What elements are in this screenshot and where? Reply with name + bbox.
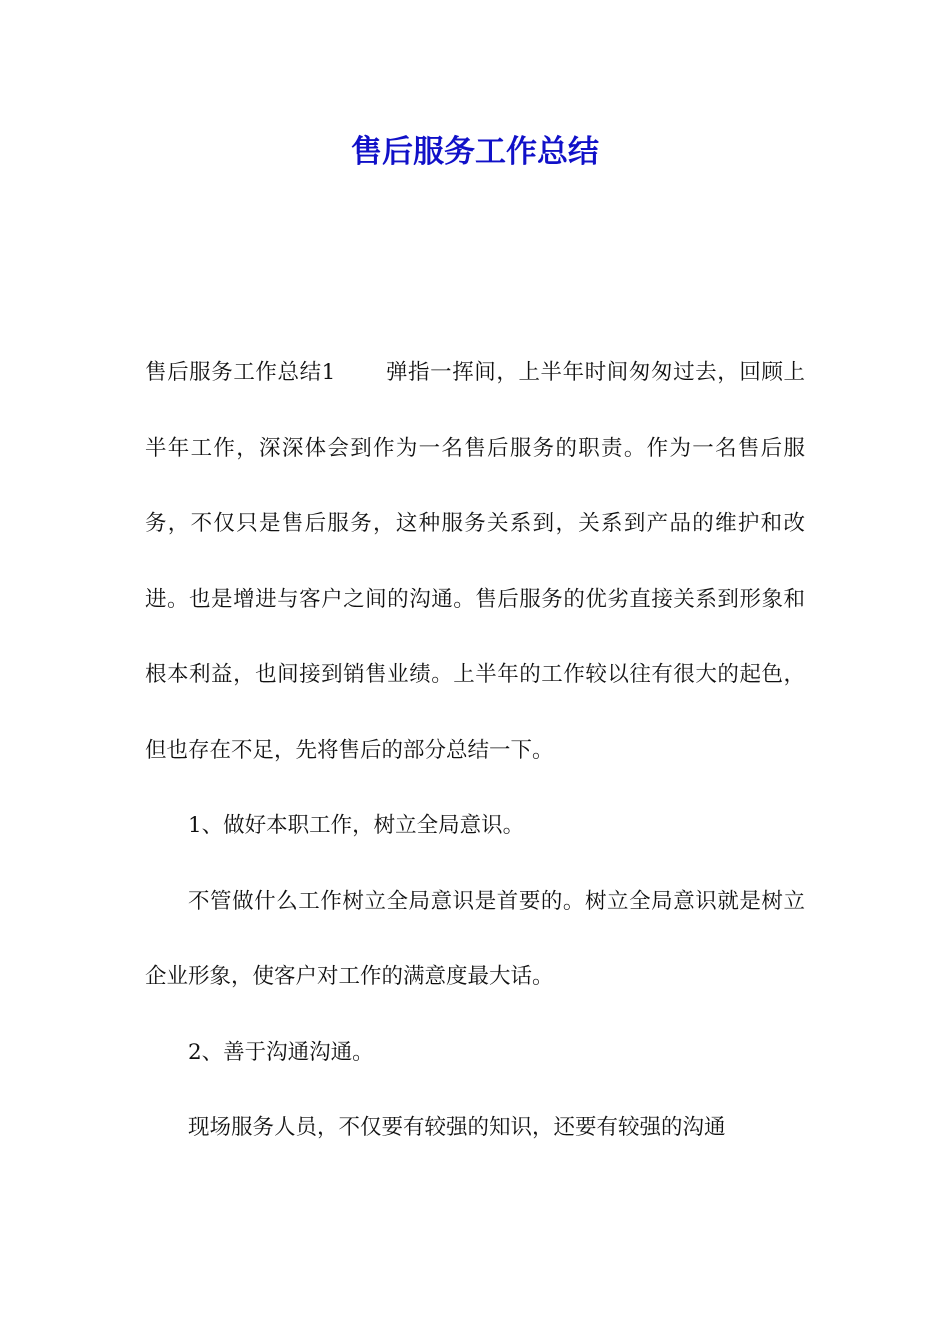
paragraph-heading-2: 2、善于沟通沟通。	[188, 1039, 374, 1065]
paragraph-heading-1: 1、做好本职工作，树立全局意识。	[188, 813, 525, 838]
paragraph-body-2: 现场服务人员，不仅要有较强的知识，还要有较强的沟通	[188, 1115, 726, 1140]
document-title: 售后服务工作总结	[351, 134, 599, 170]
paragraph-intro	[145, 335, 805, 788]
paragraph-lead: 售后服务工作总结1	[145, 360, 336, 385]
document-body	[145, 335, 805, 1166]
paragraph-body-1: 不管做什么工作树立全局意识是首要的。树立全局意识就是树立企业形象，使客户对工作的满意度最大话。	[145, 888, 805, 989]
paragraph-text: 弹指一挥间，上半年时间匆匆过去，回顾上半年工作，深深体会到作为一名售后服务的职责。作为一名售后服务，不仅只是售后服务，这种服务关系到，关系到产品的维护和改进。也是增进与客户之间的沟通。售后服务的优劣直接关系到形象和根本利益，也间接到销售业绩。上半年的工作较以往有很大的起色，但也存在不足，先将售后的部分总结一下。	[145, 360, 805, 763]
